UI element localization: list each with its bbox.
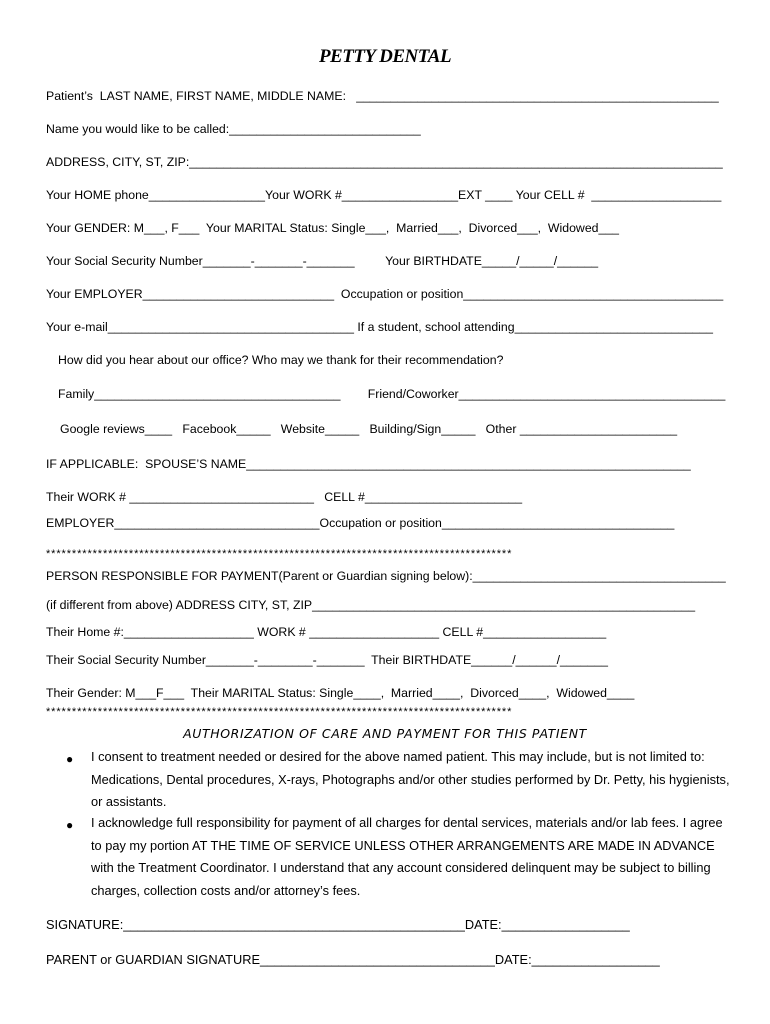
divider: ******************************************************************************************: [46, 706, 513, 718]
spouse-phone-fields[interactable]: Their WORK # ___________________________ CELL #_______________________: [46, 490, 523, 504]
payment-paragraph: I acknowledge full responsibility for payment of all charges for dental services, materials and/or lab fees. I agree to pay my portion AT THE TIME OF SERVICE UNLESS OTHER ARRANGEMENTS ARE MADE IN ADVANCE with the Treatment Coordinator. I understand that any account considered delinquent may be subject to billing charges, collection costs and/or attorney’s fees.: [91, 815, 723, 898]
responsible-gender-marital-fields[interactable]: Their Gender: M___F___ Their MARITAL Status: Single____, Married____, Divorced____, Widowed____: [46, 686, 635, 700]
page-title: PETTY DENTAL: [318, 46, 452, 67]
responsible-ssn-birthdate-fields[interactable]: Their Social Security Number_______-________-_______ Their BIRTHDATE______/______/_______: [46, 653, 608, 667]
ssn-birthdate-fields[interactable]: Your Social Security Number_______-_______-_______ Your BIRTHDATE_____/_____/______: [46, 254, 599, 268]
guardian-signature-field[interactable]: PARENT or GUARDIAN SIGNATURE_________________________________DATE:__________________: [46, 952, 660, 967]
responsible-phone-fields[interactable]: Their Home #:___________________ WORK # ___________________ CELL #__________________: [46, 625, 607, 639]
consent-paragraph: I consent to treatment needed or desired for the above named patient. This may include, but is not limited to: Medications, Dental procedures, X-rays, Photographs and/or other studies performed by Dr. Petty, his hygienists, or assistants.: [91, 749, 730, 809]
signature-field[interactable]: SIGNATURE:________________________________________________DATE:__________________: [46, 917, 630, 932]
referral-question: How did you hear about our office? Who may we thank for their recommendation?: [58, 353, 504, 367]
spouse-name-field[interactable]: IF APPLICABLE: SPOUSE’S NAME_________________________________________________________________: [46, 457, 691, 471]
bullet-icon: ●: [66, 752, 74, 766]
preferred-name-field[interactable]: Name you would like to be called:____________________________: [46, 122, 421, 136]
patient-name-field[interactable]: Patient’s LAST NAME, FIRST NAME, MIDDLE NAME: _____________________________________________________: [46, 89, 719, 103]
gender-marital-fields[interactable]: Your GENDER: M___, F___ Your MARITAL Status: Single___, Married___, Divorced___, Widowed___: [46, 221, 620, 235]
email-school-fields[interactable]: Your e-mail____________________________________ If a student, school attending_____________________________: [46, 320, 713, 334]
authorization-heading: AUTHORIZATION OF CARE AND PAYMENT FOR THIS PATIENT: [183, 726, 587, 741]
address-field[interactable]: ADDRESS, CITY, ST, ZIP:______________________________________________________________________________: [46, 155, 723, 169]
referral-source-fields[interactable]: Google reviews____ Facebook_____ Website_____ Building/Sign_____ Other _______________________: [60, 422, 678, 436]
phone-fields[interactable]: Your HOME phone_________________Your WORK #_________________EXT ____ Your CELL # ___________________: [46, 188, 722, 202]
employer-fields[interactable]: Your EMPLOYER____________________________ Occupation or position______________________________________: [46, 287, 724, 301]
spouse-employer-fields[interactable]: EMPLOYER______________________________Occupation or position__________________________________: [46, 516, 675, 530]
divider: ******************************************************************************************: [46, 548, 513, 560]
bullet-icon: ●: [66, 818, 74, 832]
referral-family-friend-fields[interactable]: Family____________________________________ Friend/Coworker_______________________________________: [58, 387, 726, 401]
responsible-party-field[interactable]: PERSON RESPONSIBLE FOR PAYMENT(Parent or Guardian signing below):_____________________________________: [46, 569, 726, 583]
responsible-address-field[interactable]: (if different from above) ADDRESS CITY, ST, ZIP________________________________________________________: [46, 598, 696, 612]
